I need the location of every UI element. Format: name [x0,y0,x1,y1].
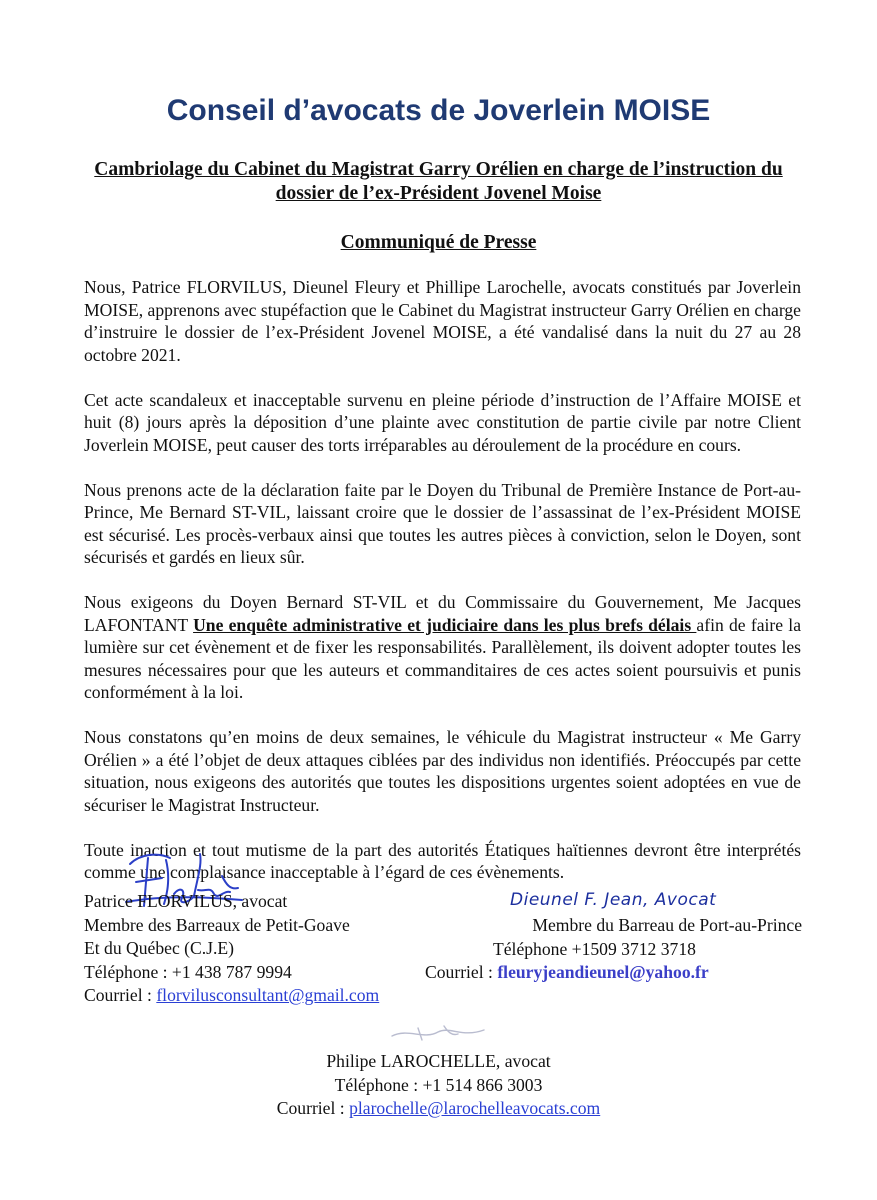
larochelle-email-link[interactable]: plarochelle@larochelleavocats.com [349,1098,601,1118]
fleury-bar-membership: Membre du Barreau de Port-au-Prince [532,915,802,935]
larochelle-name: Philipe LAROCHELLE, avocat [326,1051,551,1071]
florvilus-bar-membership: Membre des Barreaux de Petit-Goave [84,914,350,935]
larochelle-signature-block [0,1050,877,1121]
paragraph-5: Nous constatons qu’en moins de deux semaines, le véhicule du Magistrat instructeur « Me Garry Orélien » a été l’objet de deux attaques ciblées par des individus non identifiés. Préoccupés par cette situation, nous exigeons des autorités que toutes les dispositions urgentes soient adoptées en vue de sécuriser le Magistrat Instructeur. [84,727,801,815]
florvilus-name: Patrice FLORVILUS, avocat [84,891,288,911]
florvilus-bar-quebec: Et du Québec (C.J.E) [84,938,234,958]
fleury-email-line [425,961,802,985]
paragraph-4-end: afin de faire la lumière sur cet évènement et de fixer les responsabilités. Parallèlement, ils doivent adopter toutes les mesures nécessaires pour que les auteurs et commanditaires de ces actes soient poursuivis et punis conformément à la loi. [84,614,802,702]
fleury-typed-signature: Dieunel F. Jean, Avocat [510,890,717,910]
document-type-heading: Communiqué de Presse [340,232,537,253]
paragraph-3: Nous prenons acte de la déclaration faite par le Doyen du Tribunal de Première Instance de Port-au-Prince, Me Bernard ST-VIL, laissant croire que le dossier de l’assassinat de l’ex-Président MOISE est sécurisé. Les procès-verbaux ainsi que toutes les autres pièces à conviction, selon le Doyen, sont sécurisés et gardés en lieux sûr. [84,479,801,567]
fleury-phone: Téléphone +1509 3712 3718 [493,938,696,959]
press-release-body [84,276,801,906]
paragraph-4-start: Nous exigeons du Doyen Bernard ST-VIL et du Commissaire du Gouvernement, Me Jacques LAFONTANT [84,592,801,635]
subject-heading: Cambriolage du Cabinet du Magistrat Garry Orélien en charge de l’instruction du dossier de l’ex-Président Jovenel Moise [94,159,783,204]
larochelle-faint-signature [388,1022,488,1044]
emphasized-demand: Une enquête administrative et judiciaire dans les plus brefs délais [193,614,697,635]
florvilus-email-link[interactable]: florvilusconsultant@gmail.com [156,985,380,1005]
fleury-email-link[interactable]: fleuryjeandieunel@yahoo.fr [497,962,709,982]
larochelle-email-line [0,1097,877,1121]
organization-title: Conseil d’avocats de Joverlein MOISE [166,94,711,127]
fleury-signature-block [425,914,802,985]
paragraph-6: Toute inaction et tout mutisme de la part des autorités Étatiques haïtiennes devront être interprétés comme une complaisance inacceptable à l’égard de ces évènements. [84,839,801,882]
paragraph-2: Cet acte scandaleux et inacceptable survenu en pleine période d’instruction de l’Affaire MOISE et huit (8) jours après la déposition d’une plainte avec constitution de partie civile par notre Client Joverlein MOISE, peut causer des torts irréparables au déroulement de la procédure en cours. [84,389,801,455]
paragraph-4 [84,591,801,704]
florvilus-signature-block [84,890,379,1008]
florvilus-email-label: Courriel : [84,985,157,1005]
larochelle-phone: Téléphone : +1 514 866 3003 [334,1074,543,1095]
fleury-email-label: Courriel : [425,962,498,982]
florvilus-phone: Téléphone : +1 438 787 9994 [84,961,292,982]
larochelle-email-label: Courriel : [276,1098,350,1118]
paragraph-1: Nous, Patrice FLORVILUS, Dieunel Fleury et Phillipe Larochelle, avocats constitués par Joverlein MOISE, apprenons avec stupéfaction que le Cabinet du Magistrat instructeur Garry Orélien en charge d’instruire le dossier de l’ex-Président Jovenel MOISE, a été vandalisé dans la nuit du 27 au 28 octobre 2021. [84,277,801,365]
florvilus-email-line [84,984,379,1008]
